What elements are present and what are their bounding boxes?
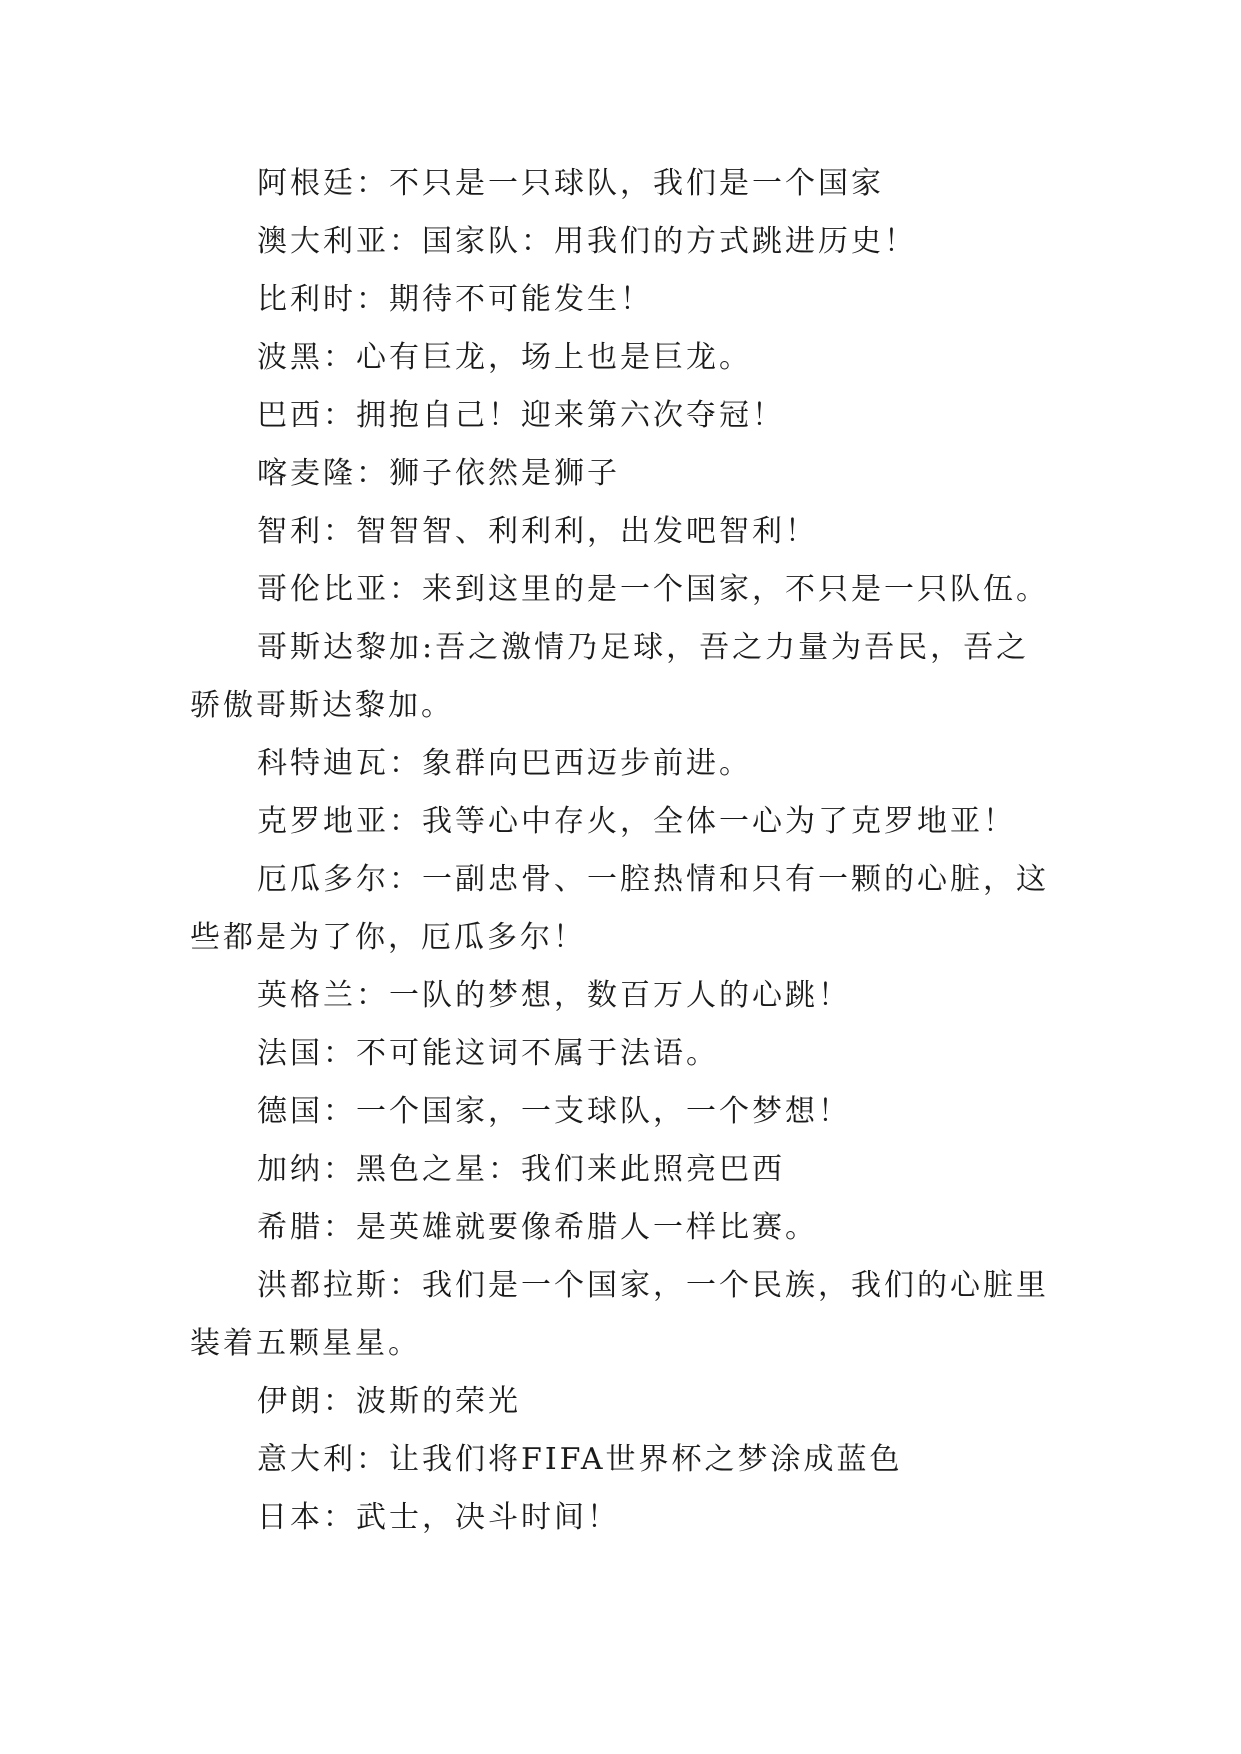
- paragraph-chile: 智利：智智智、利利利，出发吧智利！: [257, 514, 818, 549]
- document-body: [190, 155, 1050, 1547]
- paragraph-france: 法国：不可能这词不属于法语。: [257, 1036, 719, 1071]
- paragraph-ghana: 加纳：黑色之星：我们来此照亮巴西: [257, 1152, 785, 1187]
- paragraph-australia: 澳大利亚：国家队：用我们的方式跳进历史！: [257, 224, 917, 259]
- paragraph-cameroon: 喀麦隆：狮子依然是狮子: [257, 456, 620, 491]
- paragraph-bosnia: 波黑：心有巨龙，场上也是巨龙。: [257, 340, 752, 375]
- paragraph-honduras: 洪都拉斯：我们是一个国家，一个民族，我们的心脏里装着五颗星星。: [190, 1268, 1049, 1361]
- paragraph-colombia: 哥伦比亚：来到这里的是一个国家，不只是一只队伍。: [257, 572, 1049, 607]
- paragraph-italy: 意大利：让我们将FIFA世界杯之梦涂成蓝色: [257, 1442, 903, 1477]
- paragraph-costa-rica: 哥斯达黎加:吾之激情乃足球，吾之力量为吾民，吾之骄傲哥斯达黎加。: [190, 630, 1030, 723]
- paragraph-iran: 伊朗：波斯的荣光: [257, 1384, 521, 1419]
- paragraph-germany: 德国：一个国家，一支球队，一个梦想！: [257, 1094, 851, 1129]
- paragraph-argentina: 阿根廷：不只是一只球队，我们是一个国家: [257, 166, 884, 201]
- paragraph-japan: 日本：武士，决斗时间！: [257, 1500, 620, 1535]
- paragraph-ivory-coast: 科特迪瓦：象群向巴西迈步前进。: [257, 746, 752, 781]
- paragraph-brazil: 巴西：拥抱自己！迎来第六次夺冠！: [257, 398, 785, 433]
- paragraph-england: 英格兰：一队的梦想，数百万人的心跳！: [257, 978, 851, 1013]
- paragraph-ecuador: 厄瓜多尔：一副忠骨、一腔热情和只有一颗的心脏，这些都是为了你，厄瓜多尔！: [190, 862, 1049, 955]
- paragraph-croatia: 克罗地亚：我等心中存火，全体一心为了克罗地亚！: [257, 804, 1016, 839]
- paragraph-belgium: 比利时：期待不可能发生！: [257, 282, 653, 317]
- paragraph-greece: 希腊：是英雄就要像希腊人一样比赛。: [257, 1210, 818, 1245]
